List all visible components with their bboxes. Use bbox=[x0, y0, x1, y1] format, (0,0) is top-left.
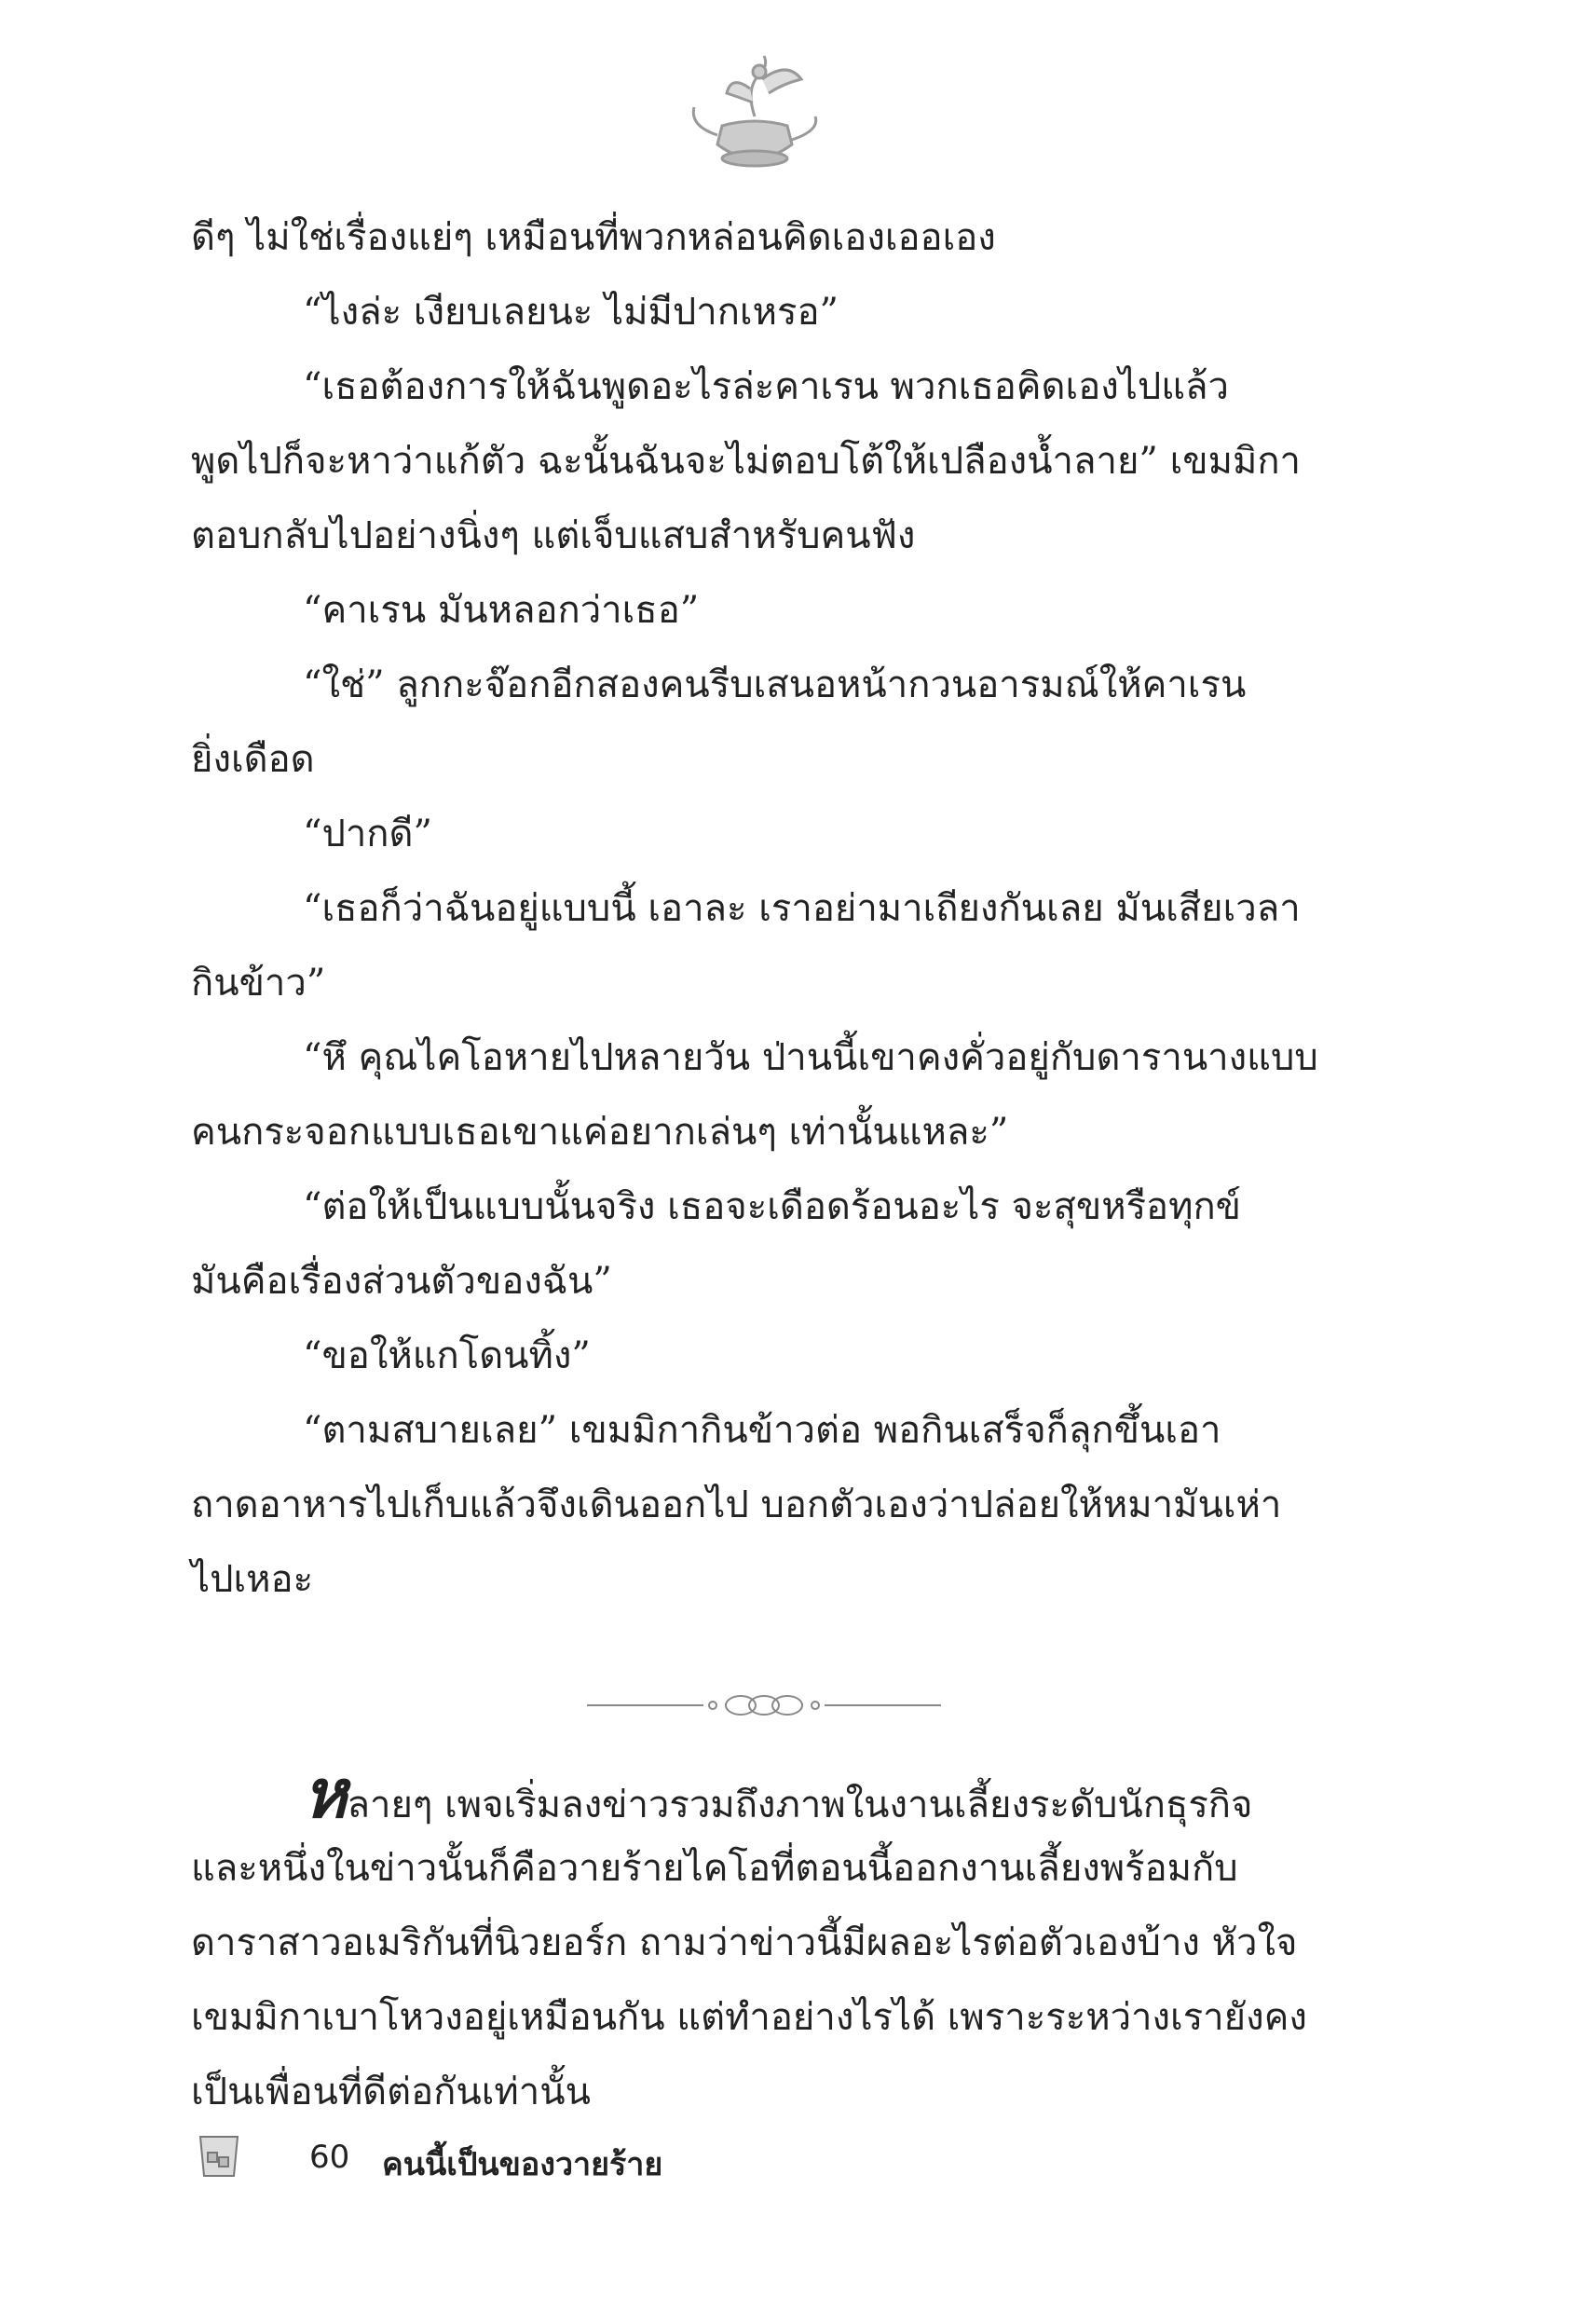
section-two-text bbox=[191, 1754, 1337, 2129]
text-line: “เธอก็ว่าฉันอยู่แบบนี้ เอาละ เราอย่ามาเถียงกันเลย มันเสียเวลา bbox=[303, 887, 1301, 930]
text-line: มันคือเรื่องส่วนตัวของฉัน” bbox=[191, 1260, 612, 1303]
text-line: ดาราสาวอเมริกันที่นิวยอร์ก ถามว่าข่าวนี้มีผลอะไรต่อตัวเองบ้าง หัวใจ bbox=[191, 1921, 1298, 1964]
first-line-text: ลายๆ เพจเริ่มลงข่าวรวมถึงภาพในงานเลี้ยงระดับนักธุรกิจ bbox=[347, 1784, 1253, 1826]
text-line: กินข้าว” bbox=[191, 962, 326, 1005]
book-title: คนนี้เป็นของวายร้าย bbox=[382, 2146, 663, 2183]
text-line: “คาเรน มันหลอกว่าเธอ” bbox=[303, 589, 700, 632]
main-text bbox=[191, 200, 1337, 1617]
text-line: ถาดอาหารไปเก็บแล้วจึงเดินออกไป บอกตัวเองว่าปล่อยให้หมามันเห่า bbox=[191, 1484, 1282, 1526]
text-line: และหนึ่งในข่าวนั้นก็คือวายร้ายไคโอที่ตอนนี้ออกงานเลี้ยงพร้อมกับ bbox=[191, 1847, 1238, 1890]
text-line: ไปเหอะ bbox=[191, 1558, 314, 1601]
glass-icon bbox=[191, 2129, 247, 2181]
text-line: “ขอให้แกโดนทิ้ง” bbox=[303, 1334, 591, 1377]
text-line: “ปากดี” bbox=[303, 813, 432, 855]
text-line: คนกระจอกแบบเธอเขาแค่อยากเล่นๆ เท่านั้นแหละ” bbox=[191, 1111, 1009, 1154]
text-line: ตอบกลับไปอย่างนิ่งๆ แต่เจ็บแสบสำหรับคนฟัง bbox=[191, 514, 916, 557]
text-line: “ใช่” ลูกกะจ๊อกอีกสองคนรีบเสนอหน้ากวนอารมณ์ให้คาเรน bbox=[303, 663, 1247, 706]
drop-cap: ห bbox=[303, 1754, 348, 1833]
text-line: “หึ คุณไคโอหายไปหลายวัน ป่านนี้เขาคงคั่วอยู่กับดารานางแบบ bbox=[303, 1036, 1318, 1079]
text-line: ยิ่งเดือด bbox=[191, 738, 315, 781]
text-line: เป็นเพื่อนที่ดีต่อกันเท่านั้น bbox=[191, 2071, 591, 2113]
text-line: ดีๆ ไม่ใช่เรื่องแย่ๆ เหมือนที่พวกหล่อนคิดเองเออเอง bbox=[191, 216, 996, 259]
text-line: เขมมิกาเบาโหวงอยู่เหมือนกัน แต่ทำอย่างไรได้ เพราะระหว่างเรายังคง bbox=[191, 1996, 1307, 2039]
text-line: “เธอต้องการให้ฉันพูดอะไรล่ะคาเรน พวกเธอคิดเองไปแล้ว bbox=[303, 365, 1230, 408]
text-line: “ตามสบายเลย” เขมมิกากินข้าวต่อ พอกินเสร็จก็ลุกขึ้นเอา bbox=[303, 1409, 1221, 1452]
text-line: “ไงล่ะ เงียบเลยนะ ไม่มีปากเหรอ” bbox=[303, 291, 839, 334]
section-two-first-line bbox=[191, 1754, 1337, 1833]
angel-teapot-icon bbox=[680, 51, 829, 182]
text-line: พูดไปก็จะหาว่าแก้ตัว ฉะนั้นฉันจะไม่ตอบโต้ให้เปลืองน้ำลาย” เขมมิกา bbox=[191, 440, 1301, 483]
page-number: 60 bbox=[309, 2139, 350, 2176]
section-divider-ornament bbox=[578, 1687, 950, 1724]
text-line: “ต่อให้เป็นแบบนั้นจริง เธอจะเดือดร้อนอะไร จะสุขหรือทุกข์ bbox=[303, 1185, 1242, 1228]
